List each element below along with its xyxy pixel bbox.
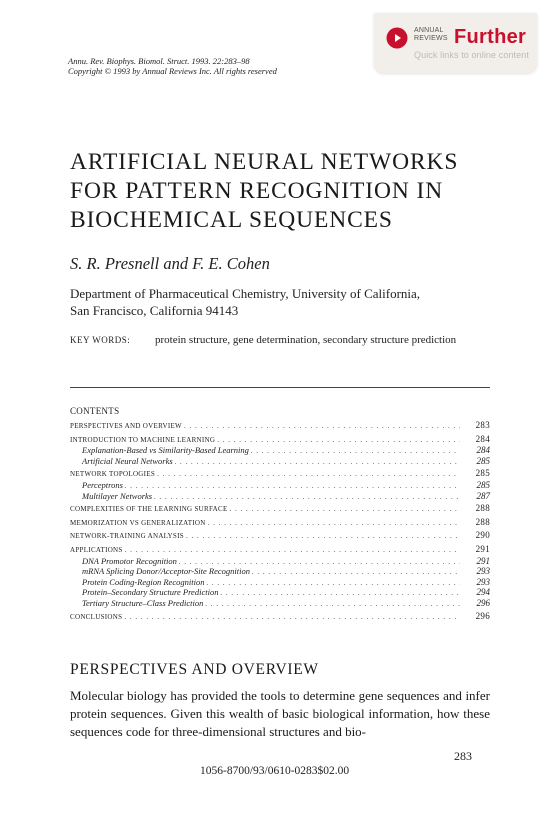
toc-section-entry[interactable]: [70, 544, 490, 556]
toc-entry-page: 287: [476, 490, 490, 501]
toc-leader-dots: [157, 470, 460, 478]
toc-leader-dots: [179, 558, 460, 566]
toc-section-entry[interactable]: [70, 530, 490, 542]
journal-citation: [68, 56, 277, 76]
toc-leader-dots: [206, 579, 460, 587]
issn-price-line: 1056-8700/93/0610-0283$02.00: [200, 765, 350, 777]
toc-entry-label: Tertiary Structure–Class Prediction: [82, 597, 204, 608]
toc-entry-label: INTRODUCTION TO MACHINE LEARNING: [70, 435, 216, 444]
toc-entry-label: APPLICATIONS: [70, 545, 123, 554]
toc-entry-label: Artificial Neural Networks: [82, 455, 173, 466]
toc-entry-page: 290: [475, 530, 490, 541]
toc-subsection-entry[interactable]: [70, 587, 490, 598]
toc-entry-label: Explanation-Based vs Similarity-Based Learning: [82, 445, 249, 456]
toc-entry-label: mRNA Splicing Donor/Acceptor-Site Recognition: [82, 566, 250, 577]
toc-entry-page: 284: [476, 445, 490, 456]
toc-entry-page: 293: [476, 576, 490, 587]
toc-entry-label: COMPLEXITIES OF THE LEARNING SURFACE: [70, 505, 228, 514]
toc-entry-page: 285: [476, 479, 490, 490]
affiliation-line-2: San Francisco, California 94143: [70, 303, 239, 318]
badge-annual-line: ANNUAL: [414, 27, 444, 34]
badge-reviews-line: REVIEWS: [414, 34, 448, 42]
toc-entry-label: NETWORK-TRAINING ANALYSIS: [70, 532, 184, 541]
toc-leader-dots: [154, 493, 460, 501]
toc-entry-page: 284: [475, 433, 490, 444]
contents-heading: CONTENTS: [70, 406, 120, 416]
toc-leader-dots: [124, 613, 460, 621]
page-number: 283: [454, 749, 472, 763]
annual-reviews-logo-icon: [386, 27, 408, 49]
toc-leader-dots: [252, 568, 460, 576]
toc-entry-page: 296: [475, 610, 490, 621]
title-line-2: FOR PATTERN RECOGNITION IN: [70, 178, 444, 204]
toc-entry-page: 288: [475, 516, 490, 527]
toc-subsection-entry[interactable]: [70, 598, 490, 609]
toc-entry-label: Protein–Secondary Structure Prediction: [82, 587, 219, 598]
toc-leader-dots: [125, 546, 460, 554]
toc-subsection-entry[interactable]: [70, 491, 490, 502]
table-of-contents: [70, 420, 490, 622]
toc-entry-page: 294: [476, 587, 490, 598]
toc-entry-page: 288: [475, 503, 490, 514]
toc-section-entry[interactable]: [70, 434, 490, 446]
toc-section-entry[interactable]: [70, 503, 490, 515]
keywords-text: protein structure, gene determination, secondary structure prediction: [155, 334, 457, 346]
toc-entry-page: 285: [476, 455, 490, 466]
toc-subsection-entry[interactable]: [70, 445, 490, 456]
toc-leader-dots: [205, 600, 460, 608]
toc-entry-page: 296: [476, 597, 490, 608]
toc-leader-dots: [220, 589, 460, 597]
toc-section-entry[interactable]: [70, 468, 490, 480]
badge-tagline: Quick links to online content: [414, 50, 529, 60]
toc-entry-page: 291: [476, 555, 490, 566]
toc-section-entry[interactable]: [70, 420, 490, 432]
toc-entry-label: Multilayer Networks: [82, 490, 153, 501]
badge-further-label: Further: [454, 26, 527, 48]
toc-subsection-entry[interactable]: [70, 577, 490, 588]
toc-entry-page: 293: [476, 566, 490, 577]
toc-leader-dots: [184, 422, 460, 430]
toc-entry-label: Perceptrons: [82, 479, 123, 490]
annual-reviews-further-badge[interactable]: [374, 13, 537, 73]
toc-subsection-entry[interactable]: [70, 556, 490, 567]
toc-entry-label: MEMORIZATION VS GENERALIZATION: [70, 518, 206, 527]
toc-subsection-entry[interactable]: [70, 480, 490, 491]
toc-leader-dots: [208, 519, 460, 527]
toc-entry-page: 291: [475, 543, 490, 554]
toc-section-entry[interactable]: [70, 517, 490, 529]
toc-leader-dots: [251, 447, 460, 455]
toc-leader-dots: [230, 505, 460, 513]
keywords-label: KEY WORDS:: [70, 335, 131, 345]
citation-line-2: Copyright © 1993 by Annual Reviews Inc. All rights reserved: [68, 66, 277, 76]
toc-entry-page: 285: [475, 468, 490, 479]
toc-entry-label: CONCLUSIONS: [70, 612, 123, 621]
toc-leader-dots: [175, 458, 460, 466]
affiliation-line-1: Department of Pharmaceutical Chemistry, University of California,: [70, 286, 421, 301]
badge-annual-reviews-text: [414, 27, 448, 42]
toc-subsection-entry[interactable]: [70, 456, 490, 467]
toc-entry-label: PERSPECTIVES AND OVERVIEW: [70, 422, 182, 430]
section-body-text: Molecular biology has provided the tools to determine gene sequences and infer protein sequences. Given this wealth of basic biological information, how these sequences code for three-dimensional structures and bio-: [70, 688, 490, 739]
toc-entry-page: 283: [475, 420, 490, 430]
toc-leader-dots: [125, 482, 460, 490]
toc-entry-label: DNA Promotor Recognition: [82, 555, 177, 566]
section-heading: PERSPECTIVES AND OVERVIEW: [70, 661, 319, 678]
affiliation: [70, 285, 420, 319]
toc-subsection-entry[interactable]: [70, 566, 490, 577]
toc-entry-label: NETWORK TOPOLOGIES: [70, 470, 156, 479]
toc-leader-dots: [217, 436, 460, 444]
article-title: [70, 148, 458, 235]
toc-leader-dots: [186, 532, 460, 540]
citation-line-1: Annu. Rev. Biophys. Biomol. Struct. 1993. 22:283–98: [68, 56, 250, 66]
divider-rule: [70, 387, 490, 388]
toc-entry-label: Protein Coding-Region Recognition: [82, 576, 205, 587]
title-line-3: BIOCHEMICAL SEQUENCES: [70, 207, 393, 233]
authors: S. R. Presnell and F. E. Cohen: [70, 254, 270, 273]
toc-section-entry[interactable]: [70, 611, 490, 623]
title-line-1: ARTIFICIAL NEURAL NETWORKS: [70, 149, 459, 175]
